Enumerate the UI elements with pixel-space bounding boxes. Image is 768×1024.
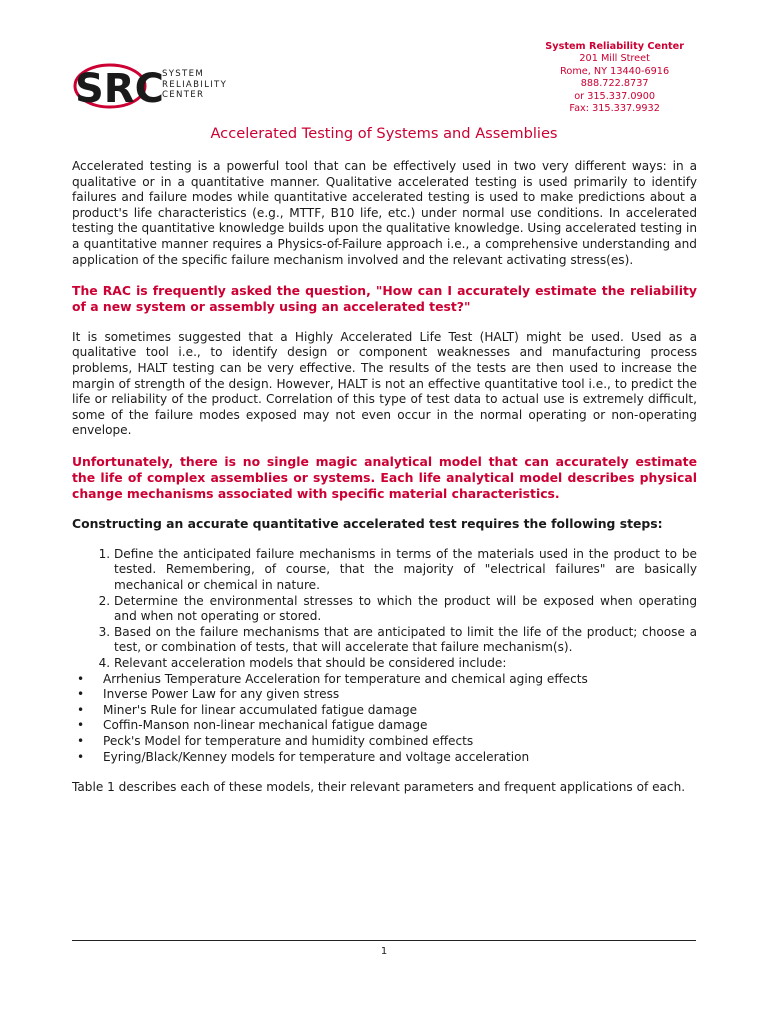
page-title: Accelerated Testing of Systems and Assemblies bbox=[210, 125, 558, 142]
model-item: • Eyring/Black/Kenney models for temperature and voltage acceleration bbox=[74, 750, 697, 766]
page-number: 1 bbox=[380, 946, 388, 957]
model-item: • Arrhenius Temperature Acceleration for temperature and chemical aging effects bbox=[74, 672, 697, 688]
phone-1: 888.722.8737 bbox=[580, 78, 649, 90]
logo-wordmark bbox=[162, 69, 227, 101]
question-paragraph: The RAC is frequently asked the question, "How can I accurately estimate the reliability of a new system or assembly using an accelerated test?" bbox=[72, 283, 697, 314]
address-block bbox=[545, 41, 684, 115]
logo-line-3: CENTER bbox=[162, 90, 205, 100]
table-note-paragraph: Table 1 describes each of these models, their relevant parameters and frequent applications of each. bbox=[72, 780, 686, 795]
models-list bbox=[103, 671, 697, 766]
model-item: • Inverse Power Law for any given stress bbox=[74, 687, 697, 703]
street: 201 Mill Street bbox=[579, 53, 650, 65]
footer-rule bbox=[72, 940, 696, 941]
step-item: 1. Define the anticipated failure mechanisms in terms of the materials used in the product to be tested. Remembering, of course, that the majority of "electrical failures" are basically mechanical or chemical in nature. bbox=[114, 547, 697, 594]
city: Rome, NY 13440-6916 bbox=[560, 65, 670, 77]
steps-list bbox=[72, 547, 697, 765]
unfortunately-paragraph: Unfortunately, there is no single magic analytical model that can accurately estimate the life of complex assemblies or systems. Each life analytical model describes physical change mechanisms associated with specific material characteristics. bbox=[72, 453, 697, 501]
step-item: 3. Based on the failure mechanisms that are anticipated to limit the life of the product; choose a test, or combination of tests, that will accelerate that failure mechanism(s). bbox=[114, 625, 697, 656]
org-name: System Reliability Center bbox=[545, 41, 684, 52]
document-body bbox=[72, 159, 697, 811]
intro-paragraph: Accelerated testing is a powerful tool that can be effectively used in two very different ways: in a qualitative or in a quantitative manner. Qualitative accelerated testing is used primarily to identify failures and failure modes while quantitative accelerated testing is used to make predictions about a product's life characteristics (e.g., MTTF, B10 life, etc.) under normal use conditions. In accelerated testing the quantitative knowledge builds upon the qualitative knowledge. Using accelerated testing in a quantitative manner requires a Physics-of-Failure approach i.e., a comprehensive understanding and application of the specific failure mechanism involved and the relevant activating stress(es). bbox=[72, 159, 697, 267]
step-item bbox=[103, 656, 697, 765]
halt-paragraph: It is sometimes suggested that a Highly Accelerated Life Test (HALT) might be used. Used as a qualitative tool i.e., to identify design or component weaknesses and manufacturing process problems, HALT testing can be very effective. The results of the tests are then used to increase the margin of strength of the design. However, HALT is not an effective quantitative tool i.e., to predict the life or reliability of the product. Correlation of this type of test data to actual use is extremely difficult, some of the failure modes exposed may not even occur in the normal operating or non-operating envelope. bbox=[72, 329, 697, 438]
steps-heading: Constructing an accurate quantitative accelerated test requires the following steps: bbox=[72, 516, 663, 532]
fax: Fax: 315.337.9932 bbox=[569, 103, 660, 115]
model-item: • Miner's Rule for linear accumulated fatigue damage bbox=[74, 703, 697, 719]
model-item: • Coffin-Manson non-linear mechanical fatigue damage bbox=[74, 718, 697, 734]
model-item: • Peck's Model for temperature and humidity combined effects bbox=[74, 734, 697, 750]
phone-2: or 315.337.0900 bbox=[574, 90, 656, 102]
logo-line-1: SYSTEM bbox=[162, 69, 205, 79]
step-item: 2. Determine the environmental stresses to which the product will be exposed when operating and when not operating or stored. bbox=[114, 594, 697, 625]
logo-line-2: RELIABILITY bbox=[162, 79, 228, 90]
step-4-text: Relevant acceleration models that should be considered include: bbox=[114, 656, 507, 671]
logo-letters: SRC bbox=[75, 66, 164, 112]
